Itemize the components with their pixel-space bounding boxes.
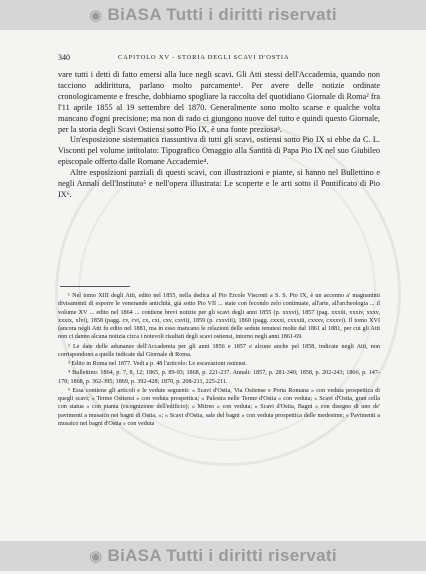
page-number: 340: [58, 53, 70, 62]
body-paragraph-1: vare tutti i detti di fatto emersi alla luce negli scavi. Gli Atti stessi dell'Accademia, quando non tacciono addirittura, parlano molto parcamente¹. Per avere delle notizie ordinate cronologicamente e fresche, dobbiamo spogliare la raccolta del quotidiano Giornale di Roma² fra l'11 aprile 1855 al 19 settembre del 1870. Generalmente sono molto scarse e qualche volta mancano d'ogni precisione; ma non di rado ci giungono nuove del tutto e quindi questo Giornale, per la storia degli Scavi Ostiensi sotto Pio IX, è una fonte preziosa³.: [58, 70, 380, 134]
watermark-text-bottom: BiASA Tutti i diritti riservati: [107, 546, 337, 565]
footnote-4: ⁴ Bullettino: 1864, p. 7, 8, 12; 1865, p. 89-93; 1868, p. 221-237. Annali: 1857, p. 281-340; 1858, p. 202-243; 1866, p. 147-178; 1868, p. 362-395; 1869, p. 392-428; 1870, p. 208-211, 225-211.: [58, 370, 380, 385]
footnote-1: ¹ Nel tomo XIII degli Atti, edito nel 1855, nella dedica al Pio Ercole Visconti a S. S. Pio IX, è un accenno a' magnanimi divisamenti di esporre le venerande antichità, già sotto Pio VII ... state con fecondo zelo continuate, all'arte, all'archeologia ... il volume XV ... edito nel 1864 ... contiene brevi notizie per gli scavi degli anni 1855 (p. xxxvi), 1857 (pag. xxxiii, xxxiv, xxxv, xxxix, xlvi), 1858 (pagg. cv, cvi, cx, cxi, cxv, cxvii), 1859 (p. cxxviii), 1860 (pagg. cxxxi, cxxxiii, cxxxv, cxxxvi). Il tomo XVI (ancora negli Atti fu edito nel 1881, ma in esso mancano le relazioni delle sedute tenutesi molte dal 1861 al 1881, per cui gli Atti non ci danno alcuna notizia circa i notevoli risultati degli scavi ostiensi, intorno negli anni 1861-69.: [58, 293, 380, 341]
body-paragraph-3: Altre esposizioni parziali di questi scavi, con illustrazioni e piante, si hanno nel Bullettino e negli Annali dell'Instituto⁵ e nell'opera illustrata: Le scoperte e le arti sotto il Pontificato di Pio IX⁶.: [58, 168, 380, 199]
footnote-5: ⁵ Essa contiene gli articoli e le vedute seguenti: « Scavi d'Ostia, Via Ostiense e Porta Romana » con veduta prospettica di quegli scavi; « Terme Ostiensi » con veduta prospettica; « Palestra nelle Terme d'Ostia » con veduta; « Scavi d'Ostia, gran cella con statua » con pianta (ricognizione dell'edificio); « Mitreo » con veduta; « Scavi d'Ostia, Bagni » con disegno di uno de' pavimenti a musaico nei bagni di Ostia, »; « Scavi d'Ostia, sale del bagni » con veduta prospettica delle medesime; « Pavimenti a musaico nei bagni d'Ostia » con veduta: [58, 387, 380, 427]
page-header: [58, 52, 378, 64]
watermark-banner-top: [0, 0, 426, 30]
running-head: CAPITOLO XV - STORIA DEGLI SCAVI D'OSTIA: [118, 54, 290, 61]
footnote-2: ² Le date delle adunanze dell'Accademia per gli anni 1856 e 1857 e alcune anche pel 1858, indicate negli Atti, non corrispondono a quelle indicate dal Giornale di Roma.: [58, 343, 380, 358]
seal-icon: ◉: [89, 7, 103, 24]
footnotes: [58, 292, 380, 429]
body-text: [58, 70, 380, 201]
body-paragraph-2: Un'esposizione sistematica riassuntiva di tutti gli scavi, ostiensi sotto Pio IX si ebbe da C. L. Visconti pel volume intitolato: Tipografico Omaggio alla Santità di Papa Pio IX nel suo Giubileo episcopale offerto dalle Romane Accademie⁴.: [58, 135, 380, 167]
footnote-3: ³ Edito in Roma nel 1877. Vedi a p. 48 l'articolo: Le escavazioni ostiensi.: [68, 361, 248, 367]
footnote-separator: [60, 286, 130, 287]
watermark-banner-bottom: [0, 541, 426, 571]
watermark-text-top: BiASA Tutti i diritti riservati: [107, 5, 337, 24]
seal-icon: ◉: [89, 548, 103, 565]
